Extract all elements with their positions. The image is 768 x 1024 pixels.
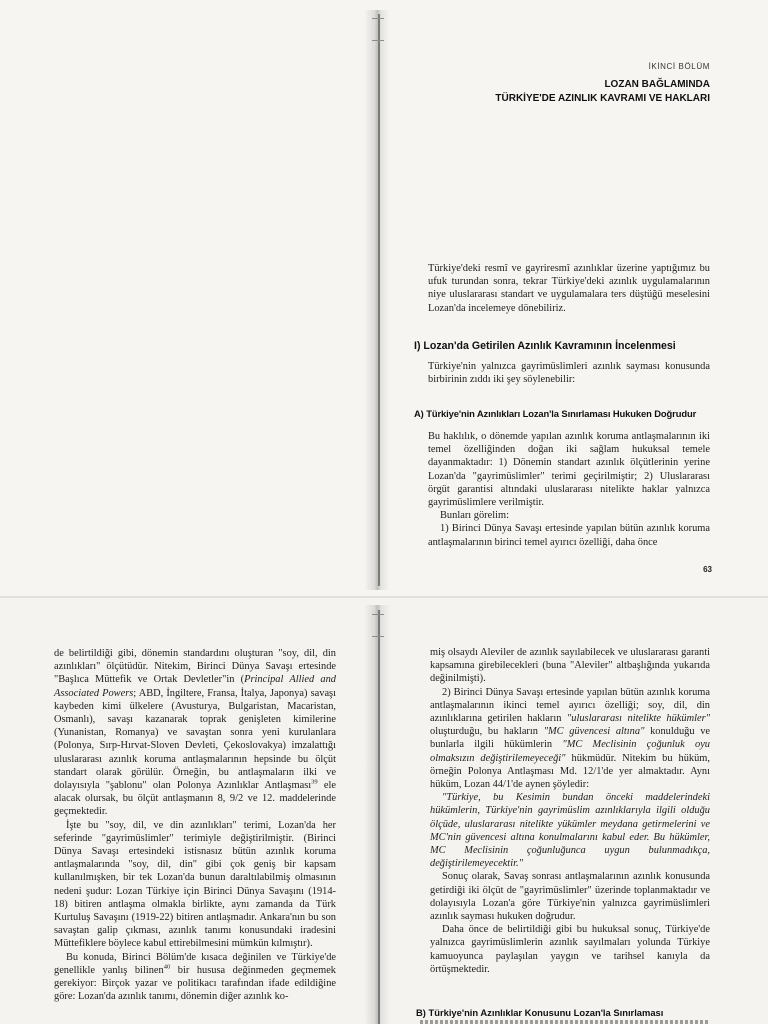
gutter-tick	[372, 40, 384, 41]
section-1-text: Türkiye'nin yalnızca gayrimüslimleri azınlık sayması konusunda birbirinin zıddı iki şey söylenebilir:	[428, 361, 710, 386]
italic-term: "MC güvencesi altına"	[543, 726, 645, 738]
text-run: Bu konuda, Birinci Bölüm'de kısaca değinilen ve Türkiye'de genellikle yanlış bilinen	[54, 951, 336, 976]
footnote-ref-40: 40	[163, 963, 171, 971]
book-gutter-shadow-bottom	[364, 605, 390, 1024]
chapter-title-line-1: LOZAN BAĞLAMINDA	[604, 79, 710, 90]
page-number: 63	[703, 565, 712, 574]
text-run: de belirtildiği gibi, dönemin standardını oluşturan "soy, dil, din azınlıkları" ölçütüdür. Nitekim, Birinci Dünya Savaşı ertesinde "Başlıca Müttefik ve Ortak Devletler"in (	[54, 648, 336, 686]
quote-text: "Türkiye, bu Kesimin bundan önceki maddelerindeki hükümlerin, Türkiye'nin gayrimüslim azınlıklarıyla ilgili olduğu ölçüde, uluslararası nitelikte yükümler meydana getirmelerini ve MC'nin güvencesi altına konulmalarını kabul eder. Bu hükümler, MC Meclisinin çoğunluğunca uygun bulunmadıkça, değiştirilemeyecektir."	[430, 792, 710, 870]
bottom-right-paragraph-4: Daha önce de belirtildiği gibi bu hukuksal sonuç, Türkiye'de yalnızca gayrimüslimlerin azınlık sayılmaları yolunda Türkiye kamuoyunca paylaşılan yaygın ve tarihsel kanıyla da örtüşmektedir.	[430, 924, 710, 975]
text-run: konulduğu ve bunlarla ilgili hükümlerin	[430, 726, 711, 751]
text-run: hükmüdür. Nitekim bu hüküm, örneğin Polonya Antlaşması Md. 12/1'de yer almaktadır. Aynı hüküm, Lozan 44/1'de aynen şöyledir:	[430, 752, 710, 791]
cut-off-text-line	[420, 1020, 710, 1024]
text-run: 2) Birinci Dünya Savaşı ertesinde yapılan bütün azınlık koruma antlaşmalarının ikinci temel ayırıcı özelliği; soy, dil, din azınlıklarına getirilen hakların	[430, 686, 710, 725]
chapter-title	[400, 78, 710, 106]
bottom-left-paragraph-3	[54, 951, 336, 1004]
text-run: ele alacak olursak, bu ölçüt antlaşmanın 8, 9/2 ve 12. maddelerinde geçmektedir.	[54, 780, 336, 818]
bottom-right-paragraph-3: Sonuç olarak, Savaş sonrası antlaşmalarının azınlık konusunda getirdiği iki ölçüt de "gayrimüslimler" üzerinde toplanmaktadır ve dolayısıyla Lozan'a göre Türkiye'nin yalnızca gayrimüslimleri azınlık sayması hukuken doğrudur.	[430, 871, 710, 923]
italic-term: "MC Meclisinin çoğunluk oyu olmaksızın değiştirilemeyeceği"	[430, 739, 710, 764]
bottom-left-paragraph-1	[54, 647, 336, 819]
book-gutter-line-top	[378, 14, 380, 586]
subsection-a-paragraph-3: 1) Birinci Dünya Savaşı ertesinde yapılan bütün azınlık koruma antlaşmalarının birinci temel ayırıcı özelliği, daha önce	[428, 523, 710, 548]
book-gutter-line-bottom	[378, 610, 380, 1024]
bottom-right-paragraph-1: miş olsaydı Aleviler de azınlık sayılabilecek ve uluslararası garanti kapsamına girebilecekleri (buna "Aleviler" altbaşlığında yukarıda değinilmişti).	[430, 647, 710, 685]
chapter-title-line-2: TÜRKİYE'DE AZINLIK KAVRAMI VE HAKLARI	[495, 93, 710, 104]
gutter-tick	[372, 636, 384, 637]
gutter-tick	[372, 614, 384, 615]
italic-term: "uluslararası nitelikte hükümler"	[566, 713, 710, 725]
gutter-tick	[372, 18, 384, 19]
text-run: oluşturduğu, bu hakların	[430, 726, 544, 738]
intro-text: Türkiye'deki resmî ve gayriresmî azınlıklar üzerine yaptığımız bu ufuk turundan sonra, tekrar Türkiye'deki azınlık uygulamalarının niye uluslararası standart ve uygulamalara ters düştüğü meselesini Lozan'da incelemeye dönebiliriz.	[428, 263, 710, 314]
subsection-a-paragraph-2: Bunları görelim:	[440, 510, 509, 522]
bottom-left-paragraph-2: İşte bu "soy, dil, ve din azınlıkları" terimi, Lozan'da her seferinde "gayrimüslimler" terimiyle değiştirilmiştir. (Birinci Dünya Savaşı ertesindeki istisnasız bütün azınlık koruma antlaşmalarında "soy, dil, din" gibi çok geniş bir kapsam kullanılmışken, bir tek Lozan'da bunun daraltılabilmiş olmasının nedeni şudur: Lozan Türkiye için Birinci Dünya Savaşını (1914-18) bitiren antlaşma olmakla birlikte, aynı zamanda da Türk Kurtuluş Savaşını (1919-22) bitiren antlaşmadır. Ankara'nın bu son savaştan galip çıkması, azınlık tanımı konusundaki iradesini Müttefiklere böylece kabul ettirebilmesini mümkün kılmıştır).	[54, 819, 336, 950]
bottom-left-column	[54, 647, 336, 1003]
book-gutter-shadow-top	[364, 10, 390, 590]
treaty-quote	[430, 791, 710, 870]
intro-paragraph	[428, 262, 710, 315]
bottom-right-column	[430, 646, 710, 976]
italic-term: Principal Allied and Associated Powers	[54, 674, 336, 699]
subsection-a-body	[428, 430, 710, 549]
footnote-ref-39: 39	[311, 778, 318, 786]
subsection-b-heading: B) Türkiye'nin Azınlıklar Konusunu Lozan'la Sınırlaması	[416, 1007, 664, 1018]
section-1-heading: I) Lozan'da Getirilen Azınlık Kavramının İncelenmesi	[414, 340, 676, 352]
subsection-a-paragraph-1: Bu haklılık, o dönemde yapılan azınlık koruma antlaşmalarının iki temel özelliğinden doğan iki sağlam hukuksal temele dayanmaktadır: 1) Dönemin standart azınlık ölçütlerinin yerine Lozan'da "gayrimüslimler" terimi geçirilmiştir; 2) Uluslararası örgüt garantisi altındaki uluslararası nitelikte haklar yalnızca gayrimüslimlere verilmiştir.	[428, 431, 710, 509]
subsection-a-heading: A) Türkiye'nin Azınlıkları Lozan'la Sınırlaması Hukuken Doğrudur	[414, 408, 697, 419]
text-run: bir hususa değinmeden geçmemek gerekiyor: Birçok yazar ve politikacı tarafından ifade edildiğine göre: Lozan'da azınlık tanımı, dönemin diğer azınlık ko-	[54, 964, 336, 1003]
bottom-right-paragraph-2	[430, 686, 710, 792]
page-divider	[0, 596, 768, 598]
chapter-label: İKİNCİ BÖLÜM	[648, 62, 710, 71]
text-run: ; ABD, İngiltere, Fransa, İtalya, Japonya) savaşı kaybeden kimi ülkelere (Avusturya, Bulgaristan, Macaristan, Osmanlı), savaşı kazanarak toprak genişleten kimilerine (Yunanistan, Romanya) ve savaştan sonra yeni kurulanlara (Polonya, Sırp-Hırvat-Sloven Devleti, Çekoslovakya) imzalattığı uluslararası azınlık koruma antlaşmalarının hepsinde bu ölçüt standart olarak görülür. Örneğin, bu antlaşmaların ilki ve dolayısıyla "şablonu" olan Polonya Azınlıklar Antlaşması	[54, 687, 336, 792]
section-1-body	[428, 360, 710, 386]
